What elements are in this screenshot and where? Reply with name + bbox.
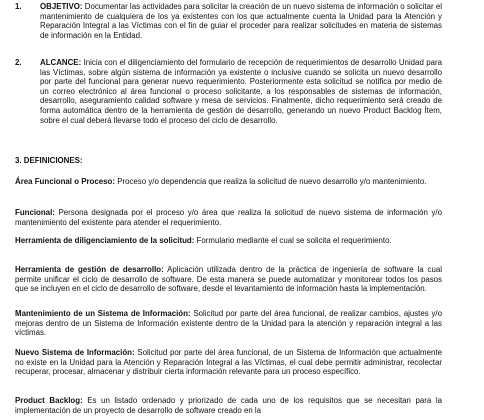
definition-term: Mantenimiento de un Sistema de Información:	[15, 309, 191, 318]
section-body	[40, 58, 442, 125]
section-number: 1.	[15, 2, 22, 11]
section-text: Documentar las actividades para solicitar la creación de un nuevo sistema de información o solicitar el mantenimiento de cualquiera de los ya existentes con los que actualmente cuenta la Unidad para la Atención y Reparación Integral a las Víctimas con el fin de guiar el proceder para realizar solicitudes en materia de sistemas de información en la Entidad.	[40, 2, 442, 40]
definitions-heading: 3. DEFINICIONES:	[15, 156, 83, 165]
section-label: ALCANCE:	[40, 58, 82, 67]
definition-text: Proceso y/o dependencia que realiza la solicitud de nuevo desarrollo y/o mantenimiento.	[117, 177, 427, 186]
definition-term: Área Funcional o Proceso:	[15, 177, 115, 186]
definition-item	[15, 208, 442, 227]
definition-term: Herramienta de gestión de desarrollo:	[15, 265, 164, 274]
section-objetivo	[15, 2, 442, 40]
definition-term: Funcional:	[15, 208, 55, 217]
definition-item	[15, 396, 442, 415]
definition-item	[15, 309, 442, 338]
definition-item	[15, 348, 442, 377]
definition-item	[15, 177, 442, 187]
section-label: OBJETIVO:	[40, 2, 83, 11]
definition-text: Solicitud por parte del área funcional, de realizar cambios, ajustes y/o mejoras dentro de un Sistema de Información existente dentro de la Unidad para la atención y reparación integral a las víctimas.	[15, 309, 442, 338]
definition-term: Nuevo Sistema de Información:	[15, 348, 135, 357]
definition-text: Solicitud por parte del área funcional, de un Sistema de Información que actualmente no existe en la Unidad para la Atención y Reparación Integral a las Víctimas, el cual debe permitir administrar, recolectar recuperar, procesar, almacenar y distribuir cierta información relevante para un proceso específico.	[15, 348, 442, 377]
section-body	[40, 2, 442, 40]
definition-term: Herramienta de diligenciamiento de la solicitud:	[15, 236, 195, 245]
definition-item	[15, 265, 442, 294]
definition-text: Formulario mediante el cual se solicita el requerimiento.	[196, 236, 392, 245]
definition-text: Es un listado ordenado y priorizado de cada uno de los requisitos que se necesitan para la implementación de un proyecto de desarrollo de software creado en la	[15, 396, 442, 415]
definition-text: Persona designada por el proceso y/o área que realiza la solicitud de nuevo sistema de información y/o mantenimiento del existente para atender el requerimiento.	[15, 208, 442, 227]
definition-text: Aplicación utilizada dentro de la práctica de ingeniería de software la cual permite unificar el ciclo de desarrollo de software. De esta manera se puede automatizar y monitorear todos los pasos que se incluyen en el ciclo de desarrollo de software, desde el levantamiento de información hasta la implementación.	[15, 265, 442, 294]
definition-term: Product Backlog:	[15, 396, 83, 405]
section-text: Inicia con el diligenciamiento del formulario de recepción de requerimientos de desarrollo Unidad para las Víctimas, sobre algún sistema de información ya existente o inclusive cuando se solicita un nuevo desarrollo por parte del funcional para generar nuevo requerimiento. Posteriormente esta solicitud se notifica por medio de un correo electrónico al área funcional o proceso solicitante, a los responsables de sistemas de información, desarrollo, aseguramiento calidad software y mesa de servicios. Finalmente, dicho requerimiento será creado de forma automática dentro de la herramienta de gestión de desarrollo, generando un nuevo Product Backlog Ítem, sobre el cual deberá llevarse todo el proceso del ciclo de desarrollo.	[40, 58, 442, 125]
definition-item	[15, 236, 442, 246]
section-alcance	[15, 58, 442, 125]
section-number: 2.	[15, 58, 22, 67]
